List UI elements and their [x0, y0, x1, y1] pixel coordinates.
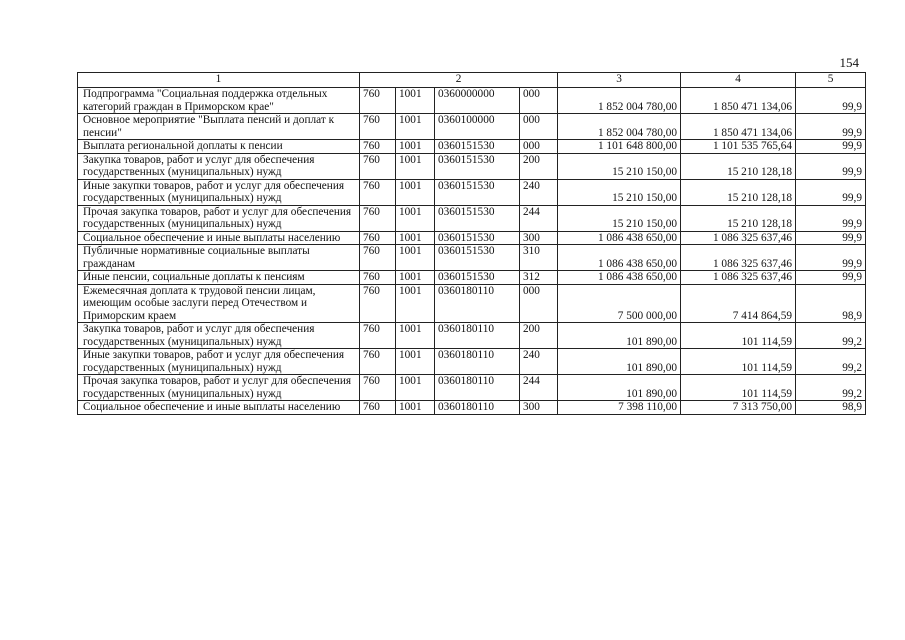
table-row	[78, 375, 866, 401]
row-code-section: 1001	[396, 284, 435, 323]
row-value-approved: 101 890,00	[558, 323, 681, 349]
row-code-section: 1001	[396, 205, 435, 231]
row-code-expense-type: 000	[520, 114, 558, 140]
row-code-section: 1001	[396, 349, 435, 375]
row-code-section: 1001	[396, 231, 435, 245]
table-row	[78, 401, 866, 415]
row-name: Социальное обеспечение и иные выплаты населению	[78, 401, 360, 415]
row-name: Ежемесячная доплата к трудовой пенсии лицам, имеющим особые заслуги перед Отечеством и Приморским краем	[78, 284, 360, 323]
row-code-target: 0360151530	[435, 231, 520, 245]
row-value-executed: 1 101 535 765,64	[681, 140, 796, 154]
table-row	[78, 114, 866, 140]
row-code-target: 0360151530	[435, 179, 520, 205]
row-code-ministry: 760	[360, 88, 396, 114]
row-code-section: 1001	[396, 323, 435, 349]
row-value-percent: 99,9	[796, 205, 866, 231]
row-code-ministry: 760	[360, 153, 396, 179]
row-code-target: 0360180110	[435, 349, 520, 375]
row-value-approved: 1 086 438 650,00	[558, 231, 681, 245]
row-code-ministry: 760	[360, 349, 396, 375]
row-value-approved: 15 210 150,00	[558, 205, 681, 231]
row-name: Прочая закупка товаров, работ и услуг для обеспечения государственных (муниципальных) нужд	[78, 205, 360, 231]
row-value-approved: 1 086 438 650,00	[558, 245, 681, 271]
row-name: Закупка товаров, работ и услуг для обеспечения государственных (муниципальных) нужд	[78, 323, 360, 349]
row-value-approved: 15 210 150,00	[558, 179, 681, 205]
row-value-approved: 1 086 438 650,00	[558, 271, 681, 285]
row-value-percent: 99,9	[796, 88, 866, 114]
row-name: Прочая закупка товаров, работ и услуг для обеспечения государственных (муниципальных) нужд	[78, 375, 360, 401]
row-code-target: 0360000000	[435, 88, 520, 114]
row-name: Закупка товаров, работ и услуг для обеспечения государственных (муниципальных) нужд	[78, 153, 360, 179]
row-code-expense-type: 200	[520, 153, 558, 179]
row-value-percent: 99,9	[796, 179, 866, 205]
row-code-section: 1001	[396, 375, 435, 401]
row-code-section: 1001	[396, 88, 435, 114]
table-row	[78, 231, 866, 245]
row-value-executed: 1 850 471 134,06	[681, 88, 796, 114]
row-code-target: 0360151530	[435, 245, 520, 271]
row-code-ministry: 760	[360, 375, 396, 401]
table-row	[78, 153, 866, 179]
row-value-executed: 101 114,59	[681, 349, 796, 375]
row-value-executed: 101 114,59	[681, 375, 796, 401]
row-code-expense-type: 300	[520, 231, 558, 245]
row-value-percent: 99,2	[796, 323, 866, 349]
row-value-approved: 15 210 150,00	[558, 153, 681, 179]
row-code-expense-type: 000	[520, 88, 558, 114]
row-code-section: 1001	[396, 114, 435, 140]
row-code-expense-type: 310	[520, 245, 558, 271]
report-table	[77, 72, 866, 415]
table-row	[78, 271, 866, 285]
row-value-executed: 15 210 128,18	[681, 179, 796, 205]
row-value-percent: 99,9	[796, 271, 866, 285]
row-value-percent: 98,9	[796, 284, 866, 323]
row-code-ministry: 760	[360, 205, 396, 231]
table-row	[78, 245, 866, 271]
row-value-executed: 1 086 325 637,46	[681, 271, 796, 285]
row-value-percent: 99,2	[796, 349, 866, 375]
row-name: Иные пенсии, социальные доплаты к пенсиям	[78, 271, 360, 285]
row-value-percent: 99,9	[796, 231, 866, 245]
table-row	[78, 140, 866, 154]
row-name: Социальное обеспечение и иные выплаты населению	[78, 231, 360, 245]
row-code-target: 0360100000	[435, 114, 520, 140]
row-code-target: 0360151530	[435, 205, 520, 231]
row-code-expense-type: 312	[520, 271, 558, 285]
row-code-expense-type: 244	[520, 205, 558, 231]
row-code-expense-type: 200	[520, 323, 558, 349]
row-value-executed: 1 850 471 134,06	[681, 114, 796, 140]
row-code-section: 1001	[396, 271, 435, 285]
page-number: 154	[839, 55, 859, 70]
row-code-ministry: 760	[360, 114, 396, 140]
row-code-expense-type: 244	[520, 375, 558, 401]
table-row	[78, 349, 866, 375]
header-col-5: 5	[796, 73, 866, 88]
row-name: Основное мероприятие "Выплата пенсий и доплат к пенсии"	[78, 114, 360, 140]
header-col-3: 3	[558, 73, 681, 88]
row-name: Публичные нормативные социальные выплаты гражданам	[78, 245, 360, 271]
row-value-approved: 1 852 004 780,00	[558, 114, 681, 140]
row-code-ministry: 760	[360, 231, 396, 245]
row-code-expense-type: 000	[520, 284, 558, 323]
row-name: Подпрограмма "Социальная поддержка отдельных категорий граждан в Приморском крае"	[78, 88, 360, 114]
row-code-target: 0360180110	[435, 323, 520, 349]
row-value-percent: 99,9	[796, 245, 866, 271]
row-code-section: 1001	[396, 245, 435, 271]
row-value-percent: 99,9	[796, 153, 866, 179]
row-code-expense-type: 000	[520, 140, 558, 154]
row-value-executed: 7 313 750,00	[681, 401, 796, 415]
row-code-section: 1001	[396, 179, 435, 205]
row-value-executed: 1 086 325 637,46	[681, 245, 796, 271]
table-row	[78, 284, 866, 323]
row-code-target: 0360180110	[435, 375, 520, 401]
header-col-1: 1	[78, 73, 360, 88]
table-row	[78, 323, 866, 349]
row-value-executed: 101 114,59	[681, 323, 796, 349]
row-code-target: 0360151530	[435, 140, 520, 154]
row-value-percent: 99,9	[796, 140, 866, 154]
row-value-percent: 99,9	[796, 114, 866, 140]
row-code-ministry: 760	[360, 140, 396, 154]
row-value-approved: 101 890,00	[558, 375, 681, 401]
row-code-ministry: 760	[360, 245, 396, 271]
row-code-target: 0360180110	[435, 401, 520, 415]
table-row	[78, 205, 866, 231]
row-code-section: 1001	[396, 401, 435, 415]
header-row	[78, 73, 866, 88]
row-name: Иные закупки товаров, работ и услуг для обеспечения государственных (муниципальных) нужд	[78, 179, 360, 205]
row-code-section: 1001	[396, 140, 435, 154]
row-code-ministry: 760	[360, 323, 396, 349]
header-col-2: 2	[360, 73, 558, 88]
row-name: Иные закупки товаров, работ и услуг для обеспечения государственных (муниципальных) нужд	[78, 349, 360, 375]
row-value-executed: 1 086 325 637,46	[681, 231, 796, 245]
row-code-expense-type: 300	[520, 401, 558, 415]
row-code-ministry: 760	[360, 271, 396, 285]
row-value-executed: 15 210 128,18	[681, 153, 796, 179]
row-code-expense-type: 240	[520, 349, 558, 375]
row-code-ministry: 760	[360, 401, 396, 415]
table-row	[78, 88, 866, 114]
row-value-executed: 7 414 864,59	[681, 284, 796, 323]
row-value-approved: 101 890,00	[558, 349, 681, 375]
row-value-executed: 15 210 128,18	[681, 205, 796, 231]
table-row	[78, 179, 866, 205]
row-code-target: 0360151530	[435, 153, 520, 179]
row-value-approved: 1 852 004 780,00	[558, 88, 681, 114]
row-value-approved: 7 500 000,00	[558, 284, 681, 323]
row-code-section: 1001	[396, 153, 435, 179]
row-value-approved: 1 101 648 800,00	[558, 140, 681, 154]
row-value-percent: 99,2	[796, 375, 866, 401]
row-value-percent: 98,9	[796, 401, 866, 415]
row-code-target: 0360151530	[435, 271, 520, 285]
row-code-ministry: 760	[360, 284, 396, 323]
row-code-target: 0360180110	[435, 284, 520, 323]
row-code-expense-type: 240	[520, 179, 558, 205]
row-code-ministry: 760	[360, 179, 396, 205]
row-value-approved: 7 398 110,00	[558, 401, 681, 415]
row-name: Выплата региональной доплаты к пенсии	[78, 140, 360, 154]
header-col-4: 4	[681, 73, 796, 88]
